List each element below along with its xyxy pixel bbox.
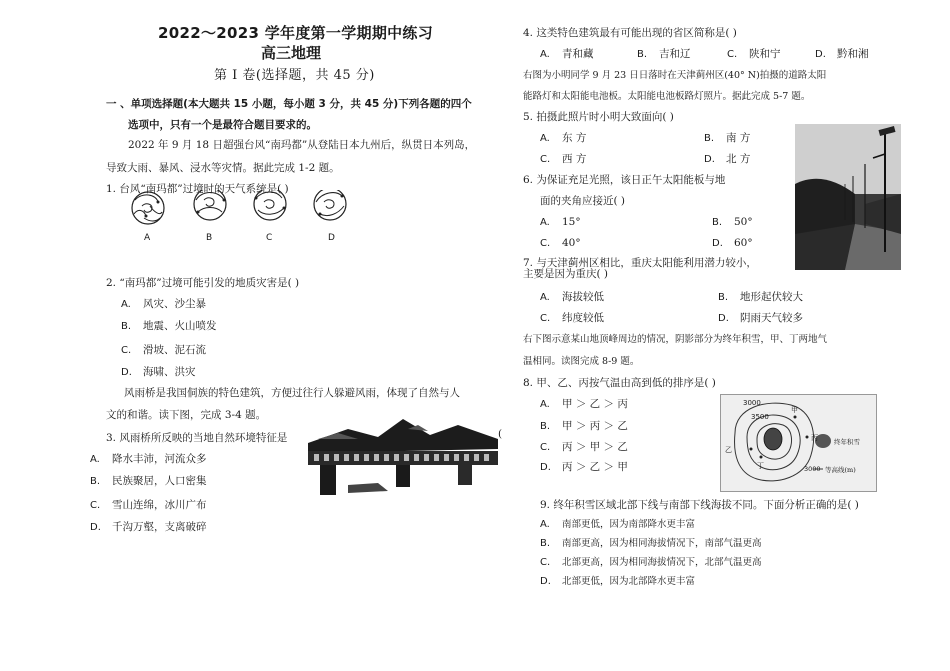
option-letter: D.: [540, 576, 551, 587]
q6-option-a[interactable]: [540, 216, 581, 228]
q2-option-a[interactable]: [121, 296, 206, 311]
option-letter: A.: [540, 399, 550, 410]
passage-typhoon: 2022 年 9 月 18 日超强台风“南玛都”从登陆日本九州后，纵贯日本列岛，: [128, 139, 476, 151]
option-letter: D.: [90, 522, 101, 533]
wind-rain-bridge-photo: [308, 415, 498, 495]
question-7: 7. 与天津蓟州区相比，重庆太阳能利用潜力较小，: [523, 257, 757, 269]
contour-map: [720, 394, 877, 492]
q5-option-b[interactable]: [704, 130, 750, 145]
question-6: 6. 为保证充足光照，该日正午太阳能板与地: [523, 174, 726, 186]
legend-snow: 终年积雪: [834, 438, 860, 446]
q9-option-c[interactable]: [540, 554, 762, 568]
question-3: 3. 风雨桥所反映的当地自然环境特征是: [106, 432, 288, 444]
option-letter: A.: [540, 217, 550, 228]
option-letter: B.: [540, 421, 551, 432]
q6-option-b[interactable]: [712, 216, 753, 228]
q3-option-d[interactable]: [90, 519, 207, 534]
option-letter: D.: [815, 49, 826, 60]
q5-option-c[interactable]: [540, 151, 586, 166]
q8-option-c[interactable]: [540, 439, 628, 454]
option-letter: C.: [540, 442, 551, 453]
question-5: 5. 拍摄此照片时小明大致面向( ): [523, 111, 674, 123]
point-yi: 乙: [725, 446, 732, 454]
exam-subject: 高三地理: [261, 44, 322, 62]
option-letter: B.: [718, 292, 729, 303]
q8-option-a[interactable]: [540, 396, 628, 411]
option-letter: C.: [727, 49, 738, 60]
section-heading: 一 、单项选择题(本大题共 15 小题，每小题 3 分，共 45 分)下列各题的四个: [106, 98, 472, 110]
option-text: 陕和宁: [749, 48, 781, 60]
diagram-b: [194, 190, 226, 220]
option-text: 北部更低，因为北部降水更丰富: [562, 576, 696, 587]
q5-option-d[interactable]: [704, 151, 750, 166]
option-letter: A.: [540, 49, 550, 60]
option-text: 甲 ＞ 丙 ＞ 乙: [562, 420, 628, 432]
q1-label-b: B: [206, 233, 213, 243]
q7-option-c[interactable]: [540, 310, 604, 325]
option-letter: C.: [540, 154, 551, 165]
legend-contour-value: 3000: [804, 465, 821, 473]
passage-typhoon-cont: 导致大雨、暴风、浸水等灾情。据此完成 1-2 题。: [106, 162, 340, 174]
q8-option-d[interactable]: [540, 459, 628, 474]
option-letter: B.: [540, 538, 551, 549]
option-letter: A.: [121, 299, 131, 310]
passage-solar: 右图为小明同学 9 月 23 日日落时在天津蓟州区(40° N)拍摄的道路太阳: [523, 70, 827, 81]
question-6-cont: 面的夹角应接近( ): [540, 195, 626, 207]
option-letter: B.: [90, 476, 101, 487]
option-letter: D.: [121, 367, 132, 378]
option-text: 东 方: [562, 132, 587, 144]
option-text: 降水丰沛，河流众多: [112, 453, 207, 465]
q8-option-b[interactable]: [540, 418, 628, 433]
option-letter: A.: [540, 519, 550, 530]
q3-option-b[interactable]: [90, 473, 207, 488]
passage-bridge-cont: 文的和谐。读下图，完成 3-4 题。: [106, 409, 267, 421]
passage-solar-cont: 能路灯和太阳能电池板。太阳能电池板路灯照片。据此完成 5-7 题。: [523, 91, 811, 102]
option-letter: C.: [540, 238, 551, 249]
q9-option-d[interactable]: [540, 573, 695, 587]
option-text: 滑坡、泥石流: [143, 344, 206, 356]
question-4: 4. 这类特色建筑最有可能出现的省区简称是( ): [523, 27, 737, 39]
q1-label-d: D: [328, 233, 335, 243]
option-text: 西 方: [562, 153, 587, 165]
option-letter: B.: [121, 321, 132, 332]
option-letter: D.: [540, 462, 551, 473]
q1-label-c: C: [266, 233, 273, 243]
solar-street-lamp-photo: [795, 124, 901, 270]
legend-contour-text: 等高线(m): [825, 466, 856, 474]
option-text: 青和藏: [562, 48, 594, 60]
question-9: 9. 终年积雪区域北部下线与南部下线海拔不同。下面分析正确的是( ): [540, 499, 859, 511]
q2-option-c[interactable]: [121, 342, 206, 357]
option-letter: A.: [540, 292, 550, 303]
q6-option-d[interactable]: [712, 237, 753, 249]
option-letter: C.: [90, 500, 101, 511]
passage-mountain: 右下图示意某山地顶峰周边的情况，阴影部分为终年积雪，甲、丁两地气: [523, 334, 828, 345]
option-letter: C.: [540, 557, 551, 568]
point-bing: 丙: [811, 434, 818, 442]
q9-option-a[interactable]: [540, 516, 695, 530]
volume-heading: 第 I 卷(选择题，共 45 分): [214, 68, 375, 83]
option-text: 丙 ＞ 甲 ＞ 乙: [562, 441, 628, 453]
q1-label-a: A: [144, 233, 151, 243]
passage-bridge: 风雨桥是我国侗族的特色建筑，方便过往行人躲避风雨，体现了自然与人: [124, 387, 460, 399]
option-text: 50°: [734, 216, 753, 228]
contour-label-3000: 3000: [743, 399, 761, 407]
q4-option-d[interactable]: [815, 46, 869, 61]
passage-mountain-cont: 温相同。读图完成 8-9 题。: [523, 356, 640, 367]
option-letter: D.: [718, 313, 729, 324]
q7-option-d[interactable]: [718, 310, 803, 325]
option-text: 丙 ＞ 乙 ＞ 甲: [562, 461, 628, 473]
q7-option-a[interactable]: [540, 289, 604, 304]
option-text: 40°: [562, 237, 581, 249]
option-text: 阴雨天气较多: [740, 312, 803, 324]
option-text: 15°: [562, 216, 581, 228]
q4-option-c[interactable]: [727, 46, 781, 61]
q9-option-b[interactable]: [540, 535, 762, 549]
option-text: 海啸、洪灾: [143, 366, 196, 378]
q5-option-a[interactable]: [540, 130, 586, 145]
option-letter: C.: [540, 313, 551, 324]
option-text: 南部更高，因为相同海拔情况下，南部气温更高: [562, 538, 762, 549]
question-3-paren: (: [498, 428, 503, 440]
option-letter: B.: [637, 49, 648, 60]
q2-option-d[interactable]: [121, 364, 196, 379]
option-letter: C.: [121, 345, 132, 356]
q6-option-c[interactable]: [540, 237, 581, 249]
option-letter: B.: [704, 133, 715, 144]
q7-option-b[interactable]: [718, 289, 803, 304]
diagram-d: [314, 190, 346, 220]
section-heading-cont: 选项中，只有一个是最符合题目要求的。: [128, 119, 317, 131]
question-8: 8. 甲、乙、丙按气温由高到低的排序是( ): [523, 377, 716, 389]
option-text: 南 方: [726, 132, 751, 144]
point-jia: 甲: [791, 406, 798, 414]
exam-title: 2022～2023 学年度第一学期期中练习: [158, 24, 434, 42]
contour-label-3500: 3500: [751, 413, 769, 421]
option-letter: B.: [712, 217, 723, 228]
q2-option-b[interactable]: [121, 318, 217, 333]
option-text: 民族聚居，人口密集: [112, 475, 207, 487]
option-text: 南部更低，因为南部降水更丰富: [562, 519, 696, 530]
option-text: 甲 ＞ 乙 ＞ 丙: [562, 398, 628, 410]
option-text: 雪山连绵，冰川广布: [112, 499, 207, 511]
option-text: 风灾、沙尘暴: [143, 298, 206, 310]
option-text: 纬度较低: [562, 312, 604, 324]
option-text: 北部更高，因为相同海拔情况下，北部气温更高: [562, 557, 762, 568]
option-text: 黔和湘: [837, 48, 869, 60]
question-7-cont: 主要是因为重庆( ): [523, 268, 609, 280]
diagram-a: [132, 192, 164, 224]
point-ding: 丁: [757, 462, 764, 470]
diagram-c: [254, 190, 286, 220]
option-letter: A.: [90, 454, 100, 465]
option-letter: D.: [704, 154, 715, 165]
option-letter: D.: [712, 238, 723, 249]
question-2: 2. “南玛都”过境可能引发的地质灾害是( ): [106, 277, 300, 289]
q4-option-a[interactable]: [540, 46, 594, 61]
q3-option-c[interactable]: [90, 497, 207, 512]
option-text: 千沟万壑，支离破碎: [112, 521, 207, 533]
q3-option-a[interactable]: [90, 451, 207, 466]
option-letter: A.: [540, 133, 550, 144]
q4-option-b[interactable]: [637, 46, 691, 61]
question-1: 1. 台风“南玛都”过境时的天气系统是( ): [106, 183, 289, 195]
option-text: 60°: [734, 237, 753, 249]
option-text: 地形起伏较大: [740, 291, 803, 303]
option-text: 北 方: [726, 153, 751, 165]
option-text: 海拔较低: [562, 291, 604, 303]
option-text: 吉和辽: [659, 48, 691, 60]
option-text: 地震、火山喷发: [143, 320, 217, 332]
